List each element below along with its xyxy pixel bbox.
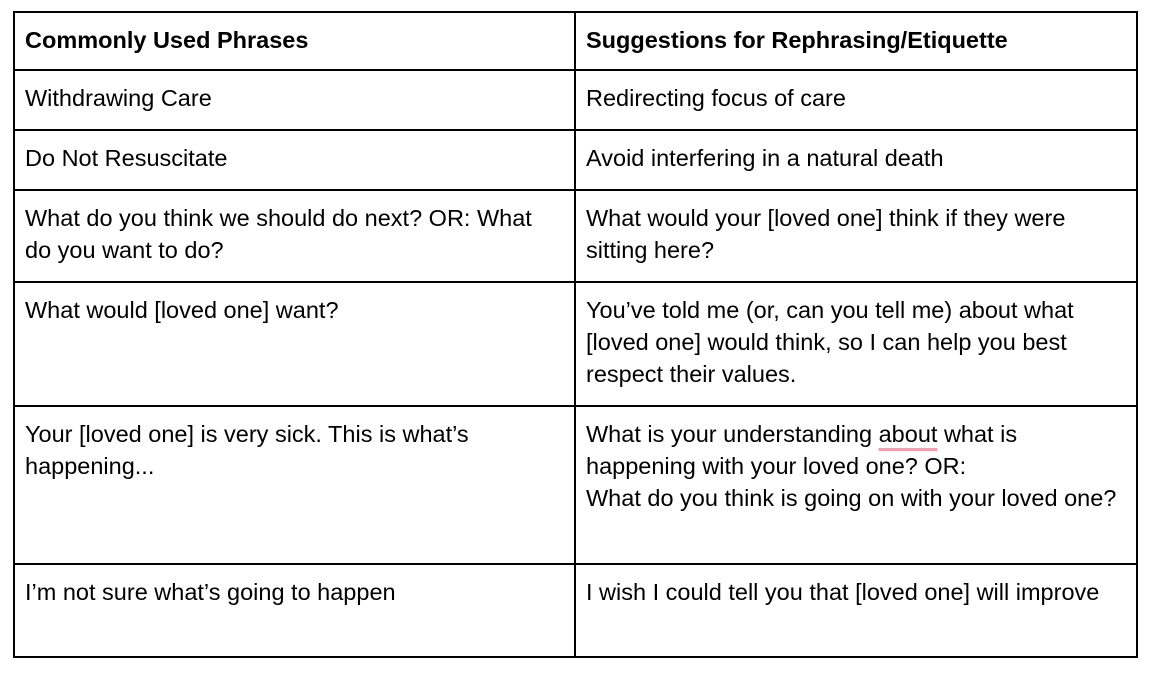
table-row — [14, 282, 1137, 406]
table-header-row — [14, 12, 1137, 70]
phrase-cell[interactable]: Do Not Resuscitate — [14, 130, 575, 190]
suggestion-cell[interactable]: What would your [loved one] think if they were sitting here? — [575, 190, 1137, 282]
header-commonly-used-phrases[interactable]: Commonly Used Phrases — [14, 12, 575, 70]
suggestion-line-2: What do you think is going on with your loved one? — [586, 485, 1117, 511]
table-row — [14, 130, 1137, 190]
suggestion-text: What is your understanding — [586, 421, 879, 447]
suggestion-text: what is happening with your loved one? OR: — [586, 421, 1018, 479]
header-suggestions[interactable]: Suggestions for Rephrasing/Etiquette — [575, 12, 1137, 70]
table-row — [14, 564, 1137, 657]
phrase-cell[interactable]: Withdrawing Care — [14, 70, 575, 130]
table-row — [14, 70, 1137, 130]
suggestion-cell[interactable]: I wish I could tell you that [loved one] will improve — [575, 564, 1137, 657]
table-row — [14, 190, 1137, 282]
phrase-cell[interactable]: What would [loved one] want? — [14, 282, 575, 406]
phrase-cell[interactable]: I’m not sure what’s going to happen — [14, 564, 575, 657]
suggestion-cell[interactable]: Avoid interfering in a natural death — [575, 130, 1137, 190]
spellcheck-flagged-word[interactable]: about — [878, 421, 938, 447]
phrase-cell[interactable]: Your [loved one] is very sick. This is what’s happening... — [14, 406, 575, 564]
table-row — [14, 406, 1137, 564]
suggestion-cell[interactable] — [575, 406, 1137, 564]
phrase-cell[interactable]: What do you think we should do next? OR: What do you want to do? — [14, 190, 575, 282]
suggestion-cell[interactable]: You’ve told me (or, can you tell me) about what [loved one] would think, so I can help you best respect their values. — [575, 282, 1137, 406]
suggestion-line-1 — [586, 418, 1126, 482]
suggestion-cell[interactable]: Redirecting focus of care — [575, 70, 1137, 130]
phrases-table — [13, 11, 1138, 658]
